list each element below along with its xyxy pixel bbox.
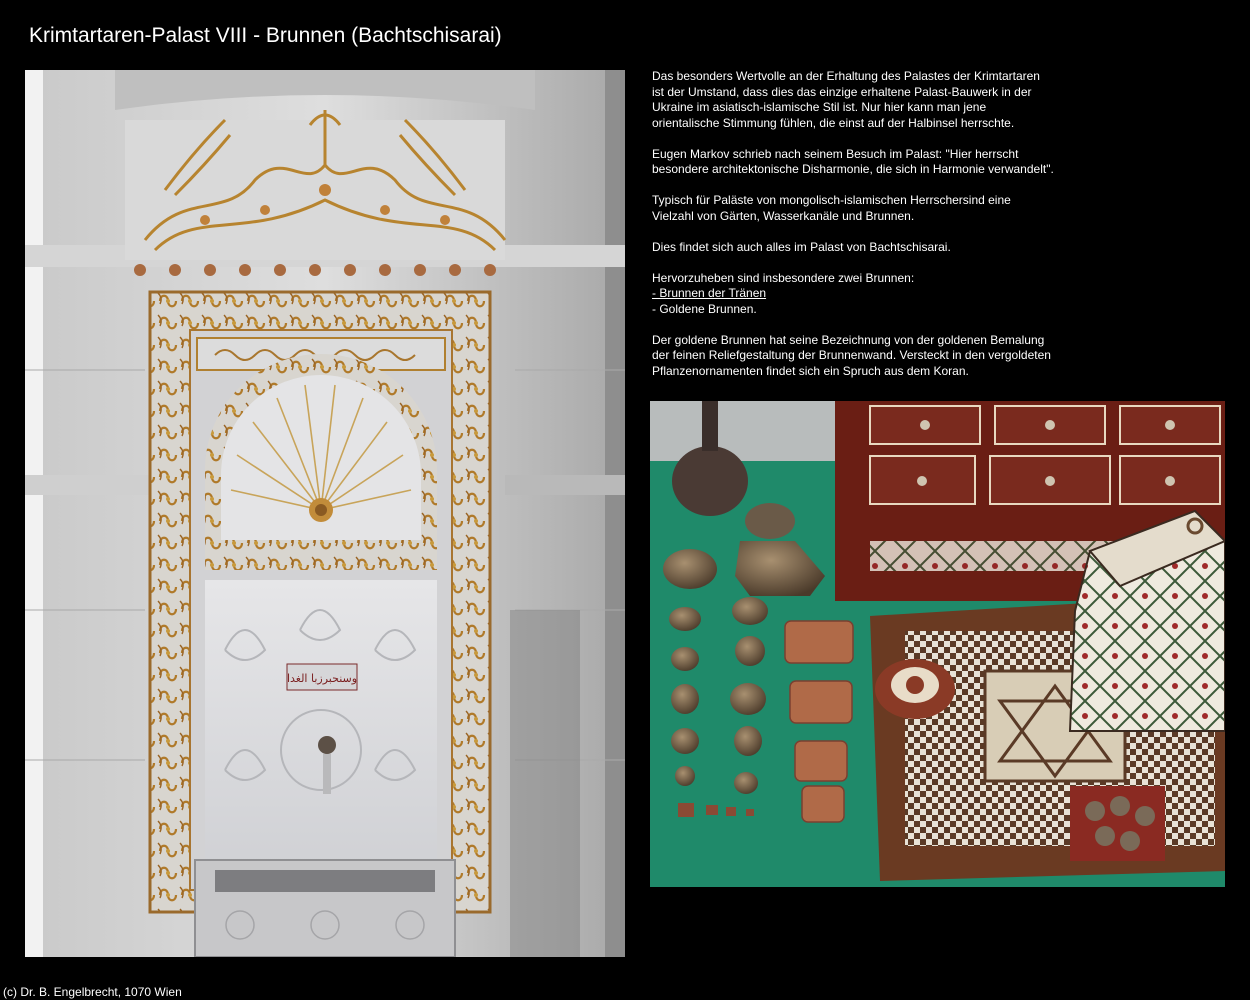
text-line: Vielzahl von Gärten, Wasserkanäle und Brunnen. xyxy=(652,208,915,223)
description-text xyxy=(652,69,1072,395)
text-line: Eugen Markov schrieb nach seinem Besuch im Palast: "Hier herrscht xyxy=(652,146,1019,161)
fountain-inscription: وسنحبرزبا الغدا xyxy=(286,672,358,685)
fountain-illustration xyxy=(25,70,625,957)
text-line: Pflanzenornamenten findet sich ein Spruch aus dem Koran. xyxy=(652,363,969,378)
text-line: Das besonders Wertvolle an der Erhaltung des Palastes der Krimtartaren xyxy=(652,69,1040,83)
objects-illustration xyxy=(650,401,1225,887)
paragraph-3 xyxy=(652,193,1072,224)
text-line: - Goldene Brunnen. xyxy=(652,301,757,316)
text-line: ist der Umstand, dass dies das einzige erhaltene Palast-Bauwerk in der xyxy=(652,84,1032,99)
brunnen-der-traenen-link[interactable]: - Brunnen der Tränen xyxy=(652,286,767,300)
text-line: Der goldene Brunnen hat seine Bezeichnung von der goldenen Bemalung xyxy=(652,332,1045,347)
copyright-footer: (c) Dr. B. Engelbrecht, 1070 Wien xyxy=(3,985,182,999)
text-line: Dies findet sich auch alles im Palast von Bachtschisarai. xyxy=(652,239,951,254)
text-line: orientalische Stimmung fühlen, die einst auf der Halbinsel herrschte. xyxy=(652,115,1015,130)
text-line: Ukraine im asiatisch-islamische Stil ist. Nur hier kann man jene xyxy=(652,100,987,114)
text-line: der feinen Reliefgestaltung der Brunnenwand. Versteckt in den vergoldeten xyxy=(652,348,1051,362)
text-line: Hervorzuheben sind insbesondere zwei Brunnen: xyxy=(652,270,915,285)
paragraph-1 xyxy=(652,69,1072,131)
page-title: Krimtartaren-Palast VIII - Brunnen (Bachtschisarai) xyxy=(29,24,502,47)
text-line: Typisch für Paläste von mongolisch-islamischen Herrschersind eine xyxy=(652,193,1011,207)
paragraph-2 xyxy=(652,147,1072,178)
museum-objects-photo xyxy=(650,401,1225,887)
paragraph-6 xyxy=(652,333,1072,380)
paragraph-4 xyxy=(652,240,1072,256)
text-line: besondere architektonische Disharmonie, die sich in Harmonie verwandelt". xyxy=(652,162,1054,176)
fountain-photo xyxy=(25,70,625,957)
paragraph-5 xyxy=(652,271,1072,318)
